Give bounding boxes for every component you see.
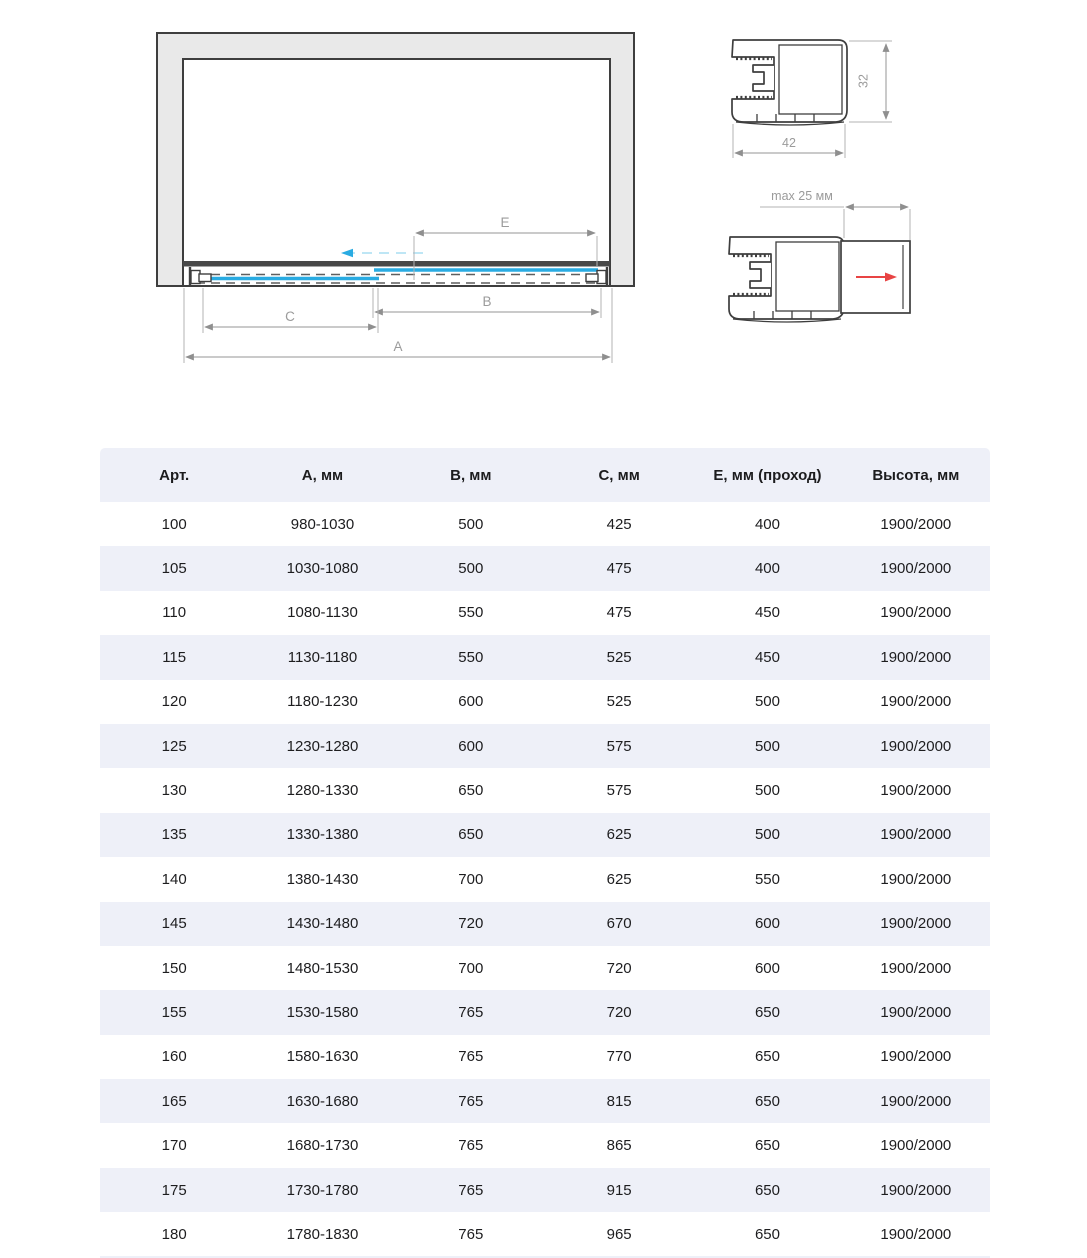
header-cell: Арт. xyxy=(159,466,190,484)
table-cell: 500 xyxy=(754,737,780,755)
dim-label-c: C xyxy=(285,309,295,324)
table-cell: 550 xyxy=(458,604,484,622)
table-cell: 1580-1630 xyxy=(286,1048,359,1066)
dim-label-b: B xyxy=(482,294,492,309)
table-cell: 1780-1830 xyxy=(286,1225,359,1243)
table-cell: 1530-1580 xyxy=(286,1003,359,1021)
table-cell: 170 xyxy=(161,1137,187,1155)
table-cell: 650 xyxy=(754,1003,780,1021)
table-cell: 1900/2000 xyxy=(880,782,952,800)
dim-label-e: E xyxy=(500,215,510,230)
table-cell: 1900/2000 xyxy=(880,1092,952,1110)
table-cell: 1900/2000 xyxy=(880,604,952,622)
table-row xyxy=(100,813,990,857)
dimension-max-adjustment xyxy=(760,189,910,240)
table-cell: 600 xyxy=(458,693,484,711)
dimension-a xyxy=(184,288,612,363)
table-cell: 475 xyxy=(606,604,632,622)
table-cell: 475 xyxy=(606,560,632,578)
table-cell: 1900/2000 xyxy=(880,915,952,933)
table-body xyxy=(100,502,990,1257)
table-cell: 1900/2000 xyxy=(880,515,952,533)
table-row xyxy=(100,857,990,901)
table-cell: 650 xyxy=(754,1137,780,1155)
table-cell: 1630-1680 xyxy=(286,1092,359,1110)
table-cell: 765 xyxy=(458,1137,484,1155)
table-cell: 1900/2000 xyxy=(880,693,952,711)
table-cell: 500 xyxy=(458,515,484,533)
dim-label-max-25: max 25 мм xyxy=(771,189,833,203)
table-row xyxy=(100,768,990,812)
table-cell: 1900/2000 xyxy=(880,1003,952,1021)
table-row xyxy=(100,502,990,546)
table-row xyxy=(100,724,990,768)
table-cell: 135 xyxy=(161,826,187,844)
table-cell: 500 xyxy=(754,826,780,844)
table-cell: 650 xyxy=(754,1048,780,1066)
header-cell: С, мм xyxy=(598,466,640,484)
table-cell: 1680-1730 xyxy=(286,1137,359,1155)
table-cell: 765 xyxy=(458,1225,484,1243)
table-cell: 765 xyxy=(458,1048,484,1066)
table-cell: 175 xyxy=(161,1181,187,1199)
table-cell: 865 xyxy=(606,1137,632,1155)
table-row xyxy=(100,591,990,635)
table-cell: 115 xyxy=(162,648,187,666)
wall-profile-section xyxy=(732,40,847,125)
table-cell: 1230-1280 xyxy=(286,737,359,755)
table-cell: 765 xyxy=(458,1092,484,1110)
table-cell: 160 xyxy=(161,1048,187,1066)
table-cell: 450 xyxy=(754,604,780,622)
shower-interior xyxy=(183,59,610,286)
table-cell: 770 xyxy=(606,1048,632,1066)
table-cell: 1900/2000 xyxy=(880,959,952,977)
table-cell: 765 xyxy=(458,1181,484,1199)
table-cell: 1430-1480 xyxy=(286,915,359,933)
table-cell: 450 xyxy=(754,648,780,666)
table-row xyxy=(100,946,990,990)
table-cell: 125 xyxy=(161,737,187,755)
table-row xyxy=(100,680,990,724)
table-cell: 720 xyxy=(458,915,484,933)
table-cell: 1280-1330 xyxy=(286,782,359,800)
table-row xyxy=(100,1212,990,1256)
table-cell: 650 xyxy=(754,1181,780,1199)
dimensions-table xyxy=(100,448,990,1257)
table-cell: 1900/2000 xyxy=(880,1181,952,1199)
header-cell: Е, мм (проход) xyxy=(713,466,822,484)
table-cell: 1030-1080 xyxy=(286,560,359,578)
extension-profile xyxy=(841,241,910,313)
dim-label-32: 32 xyxy=(856,74,871,88)
table-cell: 915 xyxy=(606,1181,632,1199)
table-cell: 130 xyxy=(161,782,187,800)
table-cell: 1900/2000 xyxy=(880,1225,952,1243)
table-cell: 625 xyxy=(606,826,632,844)
wall-niche xyxy=(157,33,634,286)
table-cell: 600 xyxy=(754,959,780,977)
table-cell: 150 xyxy=(161,959,187,977)
dimension-profile-height xyxy=(849,41,892,122)
table-cell: 550 xyxy=(754,870,780,888)
table-cell: 700 xyxy=(458,959,484,977)
table-cell: 720 xyxy=(606,1003,632,1021)
table-cell: 720 xyxy=(606,959,632,977)
table-cell: 650 xyxy=(458,826,484,844)
table-cell: 1900/2000 xyxy=(880,1048,952,1066)
table-cell: 500 xyxy=(754,693,780,711)
table-row xyxy=(100,902,990,946)
table-cell: 100 xyxy=(161,515,187,533)
table-cell: 425 xyxy=(606,515,632,533)
dimension-profile-width xyxy=(733,124,845,158)
table-cell: 1900/2000 xyxy=(880,1137,952,1155)
table-cell: 965 xyxy=(606,1225,632,1243)
top-view-diagram xyxy=(140,20,650,370)
dim-label-a: A xyxy=(393,339,403,354)
table-cell: 1180-1230 xyxy=(287,693,358,711)
table-cell: 765 xyxy=(458,1003,484,1021)
table-row xyxy=(100,546,990,590)
table-cell: 140 xyxy=(161,870,187,888)
wall-profile-section-adjustable xyxy=(729,237,844,322)
table-cell: 1730-1780 xyxy=(286,1181,359,1199)
dim-label-42: 42 xyxy=(782,136,796,150)
table-cell: 650 xyxy=(754,1092,780,1110)
table-cell: 700 xyxy=(458,870,484,888)
table-row xyxy=(100,1123,990,1167)
table-cell: 575 xyxy=(606,737,632,755)
table-cell: 815 xyxy=(606,1092,632,1110)
header-cell: В, мм xyxy=(450,466,492,484)
table-cell: 120 xyxy=(161,693,187,711)
table-cell: 1900/2000 xyxy=(880,648,952,666)
header-cell: Высота, мм xyxy=(872,466,960,484)
table-cell: 165 xyxy=(161,1092,187,1110)
table-row xyxy=(100,635,990,679)
table-cell: 670 xyxy=(606,915,632,933)
table-cell: 525 xyxy=(606,648,632,666)
table-cell: 525 xyxy=(606,693,632,711)
table-cell: 400 xyxy=(754,560,780,578)
table-header-row xyxy=(100,448,990,502)
table-cell: 110 xyxy=(162,604,187,622)
table-cell: 575 xyxy=(606,782,632,800)
header-cell: А, мм xyxy=(301,466,344,484)
table-cell: 400 xyxy=(754,515,780,533)
table-cell: 500 xyxy=(754,782,780,800)
table-cell: 550 xyxy=(458,648,484,666)
table-cell: 1130-1180 xyxy=(287,648,358,666)
top-rail xyxy=(183,261,610,267)
table-cell: 155 xyxy=(161,1003,187,1021)
table-cell: 650 xyxy=(754,1225,780,1243)
dimension-c xyxy=(203,288,378,333)
table-cell: 1900/2000 xyxy=(880,870,952,888)
table-cell: 1480-1530 xyxy=(286,959,359,977)
table-cell: 625 xyxy=(606,870,632,888)
table-row xyxy=(100,990,990,1034)
table-cell: 1900/2000 xyxy=(880,737,952,755)
dimension-b xyxy=(373,288,601,318)
table-cell: 105 xyxy=(161,560,187,578)
table-cell: 1900/2000 xyxy=(880,826,952,844)
table-cell: 1080-1130 xyxy=(287,604,358,622)
profile-sections-diagram xyxy=(700,20,940,340)
table-cell: 1380-1430 xyxy=(286,870,359,888)
table-cell: 1900/2000 xyxy=(880,560,952,578)
table-cell: 500 xyxy=(458,560,484,578)
table-cell: 980-1030 xyxy=(290,515,355,533)
table-cell: 600 xyxy=(458,737,484,755)
table-cell: 180 xyxy=(161,1225,187,1243)
table-cell: 650 xyxy=(458,782,484,800)
table-row xyxy=(100,1168,990,1212)
table-row xyxy=(100,1079,990,1123)
table-cell: 1330-1380 xyxy=(286,826,359,844)
table-row xyxy=(100,1035,990,1079)
table-cell: 600 xyxy=(754,915,780,933)
table-cell: 145 xyxy=(161,915,187,933)
